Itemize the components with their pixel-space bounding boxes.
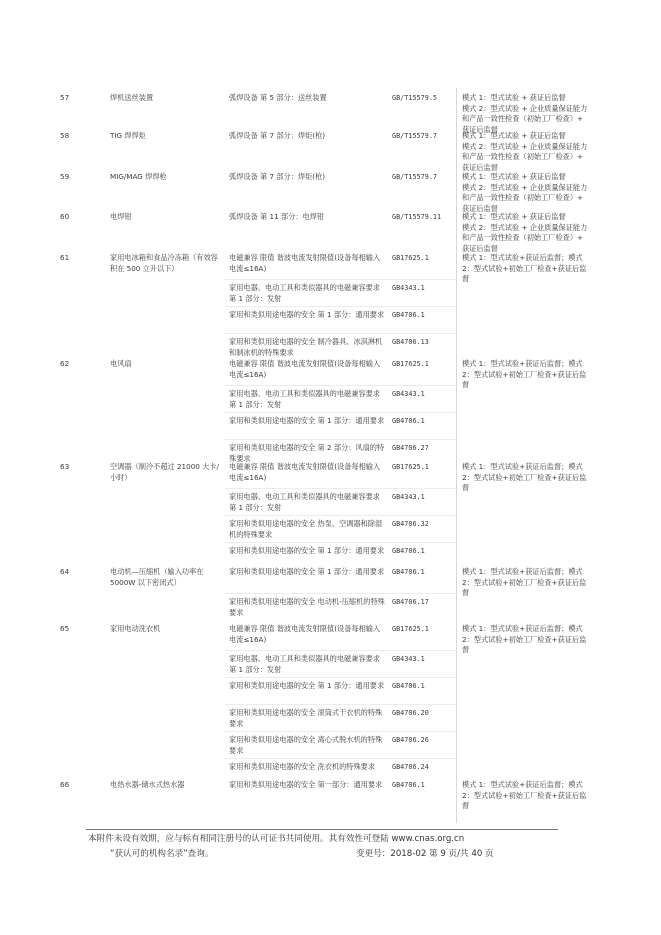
product-name: TIG 焊焊炬: [110, 131, 146, 140]
sub-row-divider: [225, 306, 455, 307]
product-name: 空调器（制冷不超过 21000 大卡/小时）: [110, 462, 219, 482]
standard-code: GB4343.1: [392, 390, 425, 398]
product-name: 焊机送丝装置: [110, 93, 154, 102]
standard-name: 家用电器、电动工具和类似器具的电磁兼容要求 第 1 部分：发射: [229, 389, 380, 409]
standard-name: 电磁兼容 限值 谐波电流发射限值(设备每相输入电流≤16A): [229, 253, 381, 273]
standard-name: 电磁兼容 限值 谐波电流发射限值(设备每相输入电流≤16A): [229, 624, 381, 644]
standard-code: GB17625.1: [392, 625, 429, 633]
certification-mode: 模式 1：型式试验+获证后监督；模式 2：型式试验+初始工厂检查+获证后监督: [462, 780, 587, 810]
sub-row-divider: [225, 333, 455, 334]
standard-code: GB4706.17: [392, 598, 429, 606]
product-name: 电热水器-储水式热水器: [110, 780, 185, 789]
standard-code: GB4706.27: [392, 444, 429, 452]
sub-row-divider: [225, 731, 455, 732]
sub-row-divider: [225, 704, 455, 705]
standard-name: 电磁兼容 限值 谐波电流发射限值(设备每相输入电流≤16A): [229, 359, 381, 379]
standard-code: GB4343.1: [392, 493, 425, 501]
certification-mode: 模式 1：型式试验+获证后监督；模式 2：型式试验+初始工厂检查+获证后监督: [462, 359, 587, 389]
standard-code: GB4706.32: [392, 520, 429, 528]
row-number: 64: [60, 567, 70, 576]
standard-name: 弧焊设备 第 5 部分：送丝装置: [229, 93, 327, 102]
sub-row-divider: [225, 758, 455, 759]
standard-code: GB/T15579.7: [392, 173, 438, 181]
footer-directory-note: “获认可的机构名录”查询。: [110, 849, 214, 859]
row-number: 59: [60, 172, 70, 181]
product-name: MIG/MAG 焊焊枪: [110, 172, 167, 181]
standard-name: 家用电器、电动工具和类似器具的电磁兼容要求 第 1 部分：发射: [229, 654, 380, 674]
standard-name: 弧焊设备 第 7 部分：焊炬(枪): [229, 131, 326, 140]
standard-name: 家用和类似用途电器的安全 第 1 部分：通用要求: [229, 416, 385, 425]
row-number: 63: [60, 462, 70, 471]
standard-code: GB17625.1: [392, 463, 429, 471]
standard-name: 家用和类似用途电器的安全 第 1 部分：通用要求: [229, 567, 385, 576]
product-name: 电风扇: [110, 359, 132, 368]
standard-name: 家用电器、电动工具和类似器具的电磁兼容要求 第 1 部分：发射: [229, 283, 380, 303]
standard-code: GB4706.26: [392, 736, 429, 744]
row-number: 57: [60, 93, 70, 102]
standard-code: GB4343.1: [392, 284, 425, 292]
product-name: 电焊钳: [110, 212, 132, 221]
standard-name: 家用和类似用途电器的安全 电动机-压缩机的特殊要求: [229, 597, 385, 617]
certification-mode: 模式 1：型式试验+获证后监督；模式 2：型式试验+初始工厂检查+获证后监督: [462, 567, 587, 597]
sub-row-divider: [225, 677, 455, 678]
standard-code: GB4706.1: [392, 568, 425, 576]
product-name: 家用电冰箱和食品冷冻箱（有效容积在 500 立升以下）: [110, 253, 218, 273]
sub-row-divider: [225, 593, 455, 594]
standard-name: 家用和类似用途电器的安全 第一部分：通用要求: [229, 780, 383, 789]
row-number: 58: [60, 131, 70, 140]
standard-code: GB4706.24: [392, 763, 429, 771]
sub-row-divider: [225, 488, 455, 489]
standard-code: GB17625.1: [392, 360, 429, 368]
certification-mode: 模式 1：型式试验 + 获证后监督 模式 2：型式试验 + 企业质量保证能力和产品一致性检查（初始工厂检查）+ 获证后监督: [462, 212, 588, 253]
standard-name: 家用和类似用途电器的安全 滚筒式干衣机的特殊要求: [229, 708, 383, 728]
certification-mode: 模式 1：型式试验 + 获证后监督 模式 2：型式试验 + 企业质量保证能力和产品一致性检查（初始工厂检查）+ 获证后监督: [462, 172, 588, 213]
standard-name: 家用和类似用途电器的安全 第 1 部分：通用要求: [229, 546, 385, 555]
standard-name: 家用和类似用途电器的安全 第 1 部分：通用要求: [229, 681, 385, 690]
sub-row-divider: [225, 279, 455, 280]
sub-row-divider: [225, 439, 455, 440]
standard-code: GB4343.1: [392, 655, 425, 663]
standard-name: 家用和类似用途电器的安全 第 1 部分：通用要求: [229, 310, 385, 319]
footer-note: 本附件未设有效期，应与标有相同注册号的认可证书共同使用。其有效性可登陆 www.cnas.org.cn: [88, 834, 465, 844]
row-number: 62: [60, 359, 70, 368]
sub-row-divider: [225, 515, 455, 516]
standard-name: 家用电器、电动工具和类似器具的电磁兼容要求 第 1 部分：发射: [229, 492, 380, 512]
standard-code: GB4706.1: [392, 682, 425, 690]
certification-mode: 模式 1：型式试验+获证后监督；模式 2：型式试验+初始工厂检查+获证后监督: [462, 253, 587, 283]
standard-code: GB4706.20: [392, 709, 429, 717]
product-name: 家用电动洗衣机: [110, 624, 161, 633]
standard-code: GB4706.1: [392, 547, 425, 555]
standard-name: 家用和类似用途电器的安全 制冷器具、冰淇淋机和制冰机的特殊要求: [229, 337, 383, 357]
sub-row-divider: [225, 412, 455, 413]
standard-name: 弧焊设备 第 7 部分：焊炬(枪): [229, 172, 326, 181]
footer-page-info: 变更号：2018-02 第 9 页/共 40 页: [356, 849, 494, 859]
standard-name: 电磁兼容 限值 谐波电流发射限值(设备每相输入电流≤16A): [229, 462, 381, 482]
standard-name: 家用和类似用途电器的安全 第 2 部分：风扇的特殊要求: [229, 443, 385, 463]
standard-name: 家用和类似用途电器的安全 热泵、空调器和除湿机的特殊要求: [229, 519, 383, 539]
certification-mode: 模式 1：型式试验 + 获证后监督 模式 2：型式试验 + 企业质量保证能力和产品一致性检查（初始工厂检查）+ 获证后监督: [462, 93, 588, 134]
standard-code: GB/T15579.7: [392, 132, 438, 140]
row-number: 66: [60, 780, 70, 789]
standard-code: GB/T15579.5: [392, 94, 438, 102]
product-name: 电动机—压缩机（输入功率在 5000W 以下密闭式）: [110, 567, 204, 587]
row-number: 60: [60, 212, 70, 221]
standard-code: GB4706.1: [392, 311, 425, 319]
standard-code: GB4706.1: [392, 781, 425, 789]
certification-mode: 模式 1：型式试验 + 获证后监督 模式 2：型式试验 + 企业质量保证能力和产品一致性检查（初始工厂检查）+ 获证后监督: [462, 131, 588, 172]
sub-row-divider: [225, 650, 455, 651]
standard-code: GB4706.13: [392, 338, 429, 346]
certification-mode: 模式 1：型式试验+获证后监督；模式 2：型式试验+初始工厂检查+获证后监督: [462, 462, 587, 492]
standard-code: GB4706.1: [392, 417, 425, 425]
sub-row-divider: [225, 542, 455, 543]
standard-name: 家用和类似用途电器的安全 洗衣机的特殊要求: [229, 762, 376, 771]
standard-code: GB/T15579.11: [392, 213, 442, 221]
standard-code: GB17625.1: [392, 254, 429, 262]
certification-mode: 模式 1：型式试验+获证后监督；模式 2：型式试验+初始工厂检查+获证后监督: [462, 624, 587, 654]
sub-row-divider: [225, 385, 455, 386]
row-number: 61: [60, 253, 70, 262]
footer-divider: [86, 829, 558, 830]
standard-name: 弧焊设备 第 11 部分：电焊钳: [229, 212, 325, 221]
standard-name: 家用和类似用途电器的安全 离心式脱水机的特殊要求: [229, 735, 383, 755]
row-number: 65: [60, 624, 70, 633]
column-divider: [456, 88, 457, 823]
